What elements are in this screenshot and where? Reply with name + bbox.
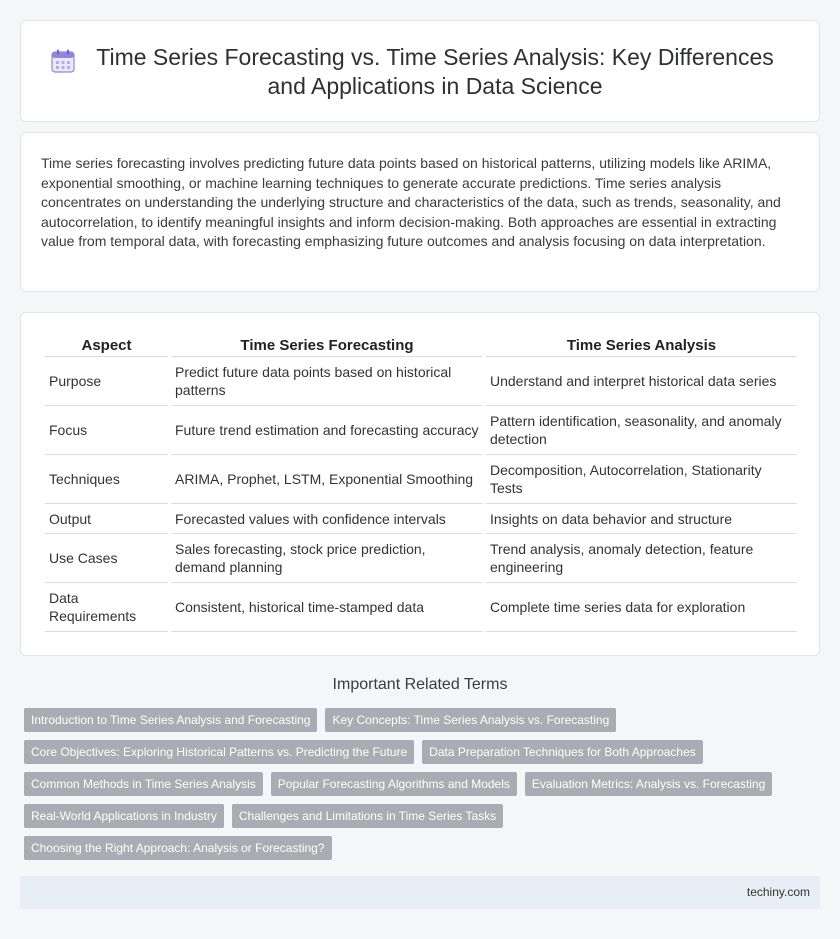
row-forecasting: Future trend estimation and forecasting accuracy [171,406,483,455]
related-term-link[interactable]: Key Concepts: Time Series Analysis vs. Forecasting [325,708,616,732]
table-row [45,504,797,534]
title-card [20,20,820,122]
related-term-link[interactable]: Data Preparation Techniques for Both Approaches [422,740,703,764]
table-row [45,455,797,504]
related-term-link[interactable]: Real-World Applications in Industry [24,804,224,828]
row-aspect: Purpose [45,357,168,406]
table-row [45,406,797,455]
table-header-row [45,335,797,357]
header-analysis: Time Series Analysis [486,335,797,357]
header-forecasting: Time Series Forecasting [171,335,483,357]
related-term-link[interactable]: Challenges and Limitations in Time Series Tasks [232,804,503,828]
row-aspect: Techniques [45,455,168,504]
related-term-link[interactable]: Core Objectives: Exploring Historical Patterns vs. Predicting the Future [24,740,414,764]
row-aspect: Output [45,504,168,534]
footer-site-name[interactable]: techiny.com [746,885,810,899]
row-forecasting: ARIMA, Prophet, LSTM, Exponential Smoothing [171,455,483,504]
intro-paragraph: Time series forecasting involves predicting future data points based on historical patterns, utilizing models like ARIMA, exponential smoothing, or machine learning techniques to generate accurate predictions. Time series analysis concentrates on understanding the underlying structure and characteristics of the data, such as trends, seasonality, and autocorrelation, to identify meaningful insights and inform decision-making. Both approaches are essential in extracting value from temporal data, with forecasting emphasizing future outcomes and analysis focusing on data interpretation. [41,155,781,249]
related-term-link[interactable]: Evaluation Metrics: Analysis vs. Forecasting [525,772,772,796]
row-analysis: Decomposition, Autocorrelation, Stationarity Tests [486,455,797,504]
row-forecasting: Forecasted values with confidence intervals [171,504,483,534]
intro-card [20,132,820,292]
row-forecasting: Predict future data points based on historical patterns [171,357,483,406]
row-analysis: Pattern identification, seasonality, and anomaly detection [486,406,797,455]
row-aspect: Use Cases [45,534,168,583]
table-row [45,534,797,583]
comparison-table [42,335,800,632]
page-title: Time Series Forecasting vs. Time Series Analysis: Key Differences and Applications in Data Science [96,44,774,99]
table-row [45,583,797,632]
header-aspect: Aspect [45,335,168,357]
related-term-link[interactable]: Choosing the Right Approach: Analysis or Forecasting? [24,836,332,860]
related-term-link[interactable]: Introduction to Time Series Analysis and Forecasting [24,708,317,732]
row-aspect: Data Requirements [45,583,168,632]
related-term-link[interactable]: Popular Forecasting Algorithms and Models [271,772,517,796]
footer [20,876,820,909]
row-forecasting: Sales forecasting, stock price prediction, demand planning [171,534,483,583]
row-analysis: Understand and interpret historical data series [486,357,797,406]
row-forecasting: Consistent, historical time-stamped data [171,583,483,632]
row-analysis: Insights on data behavior and structure [486,504,797,534]
row-analysis: Complete time series data for exploration [486,583,797,632]
row-analysis: Trend analysis, anomaly detection, feature engineering [486,534,797,583]
table-row [45,357,797,406]
comparison-table-card [20,312,820,656]
related-terms-list [24,708,814,860]
row-aspect: Focus [45,406,168,455]
related-term-link[interactable]: Common Methods in Time Series Analysis [24,772,263,796]
related-terms-heading: Important Related Terms [332,676,508,693]
